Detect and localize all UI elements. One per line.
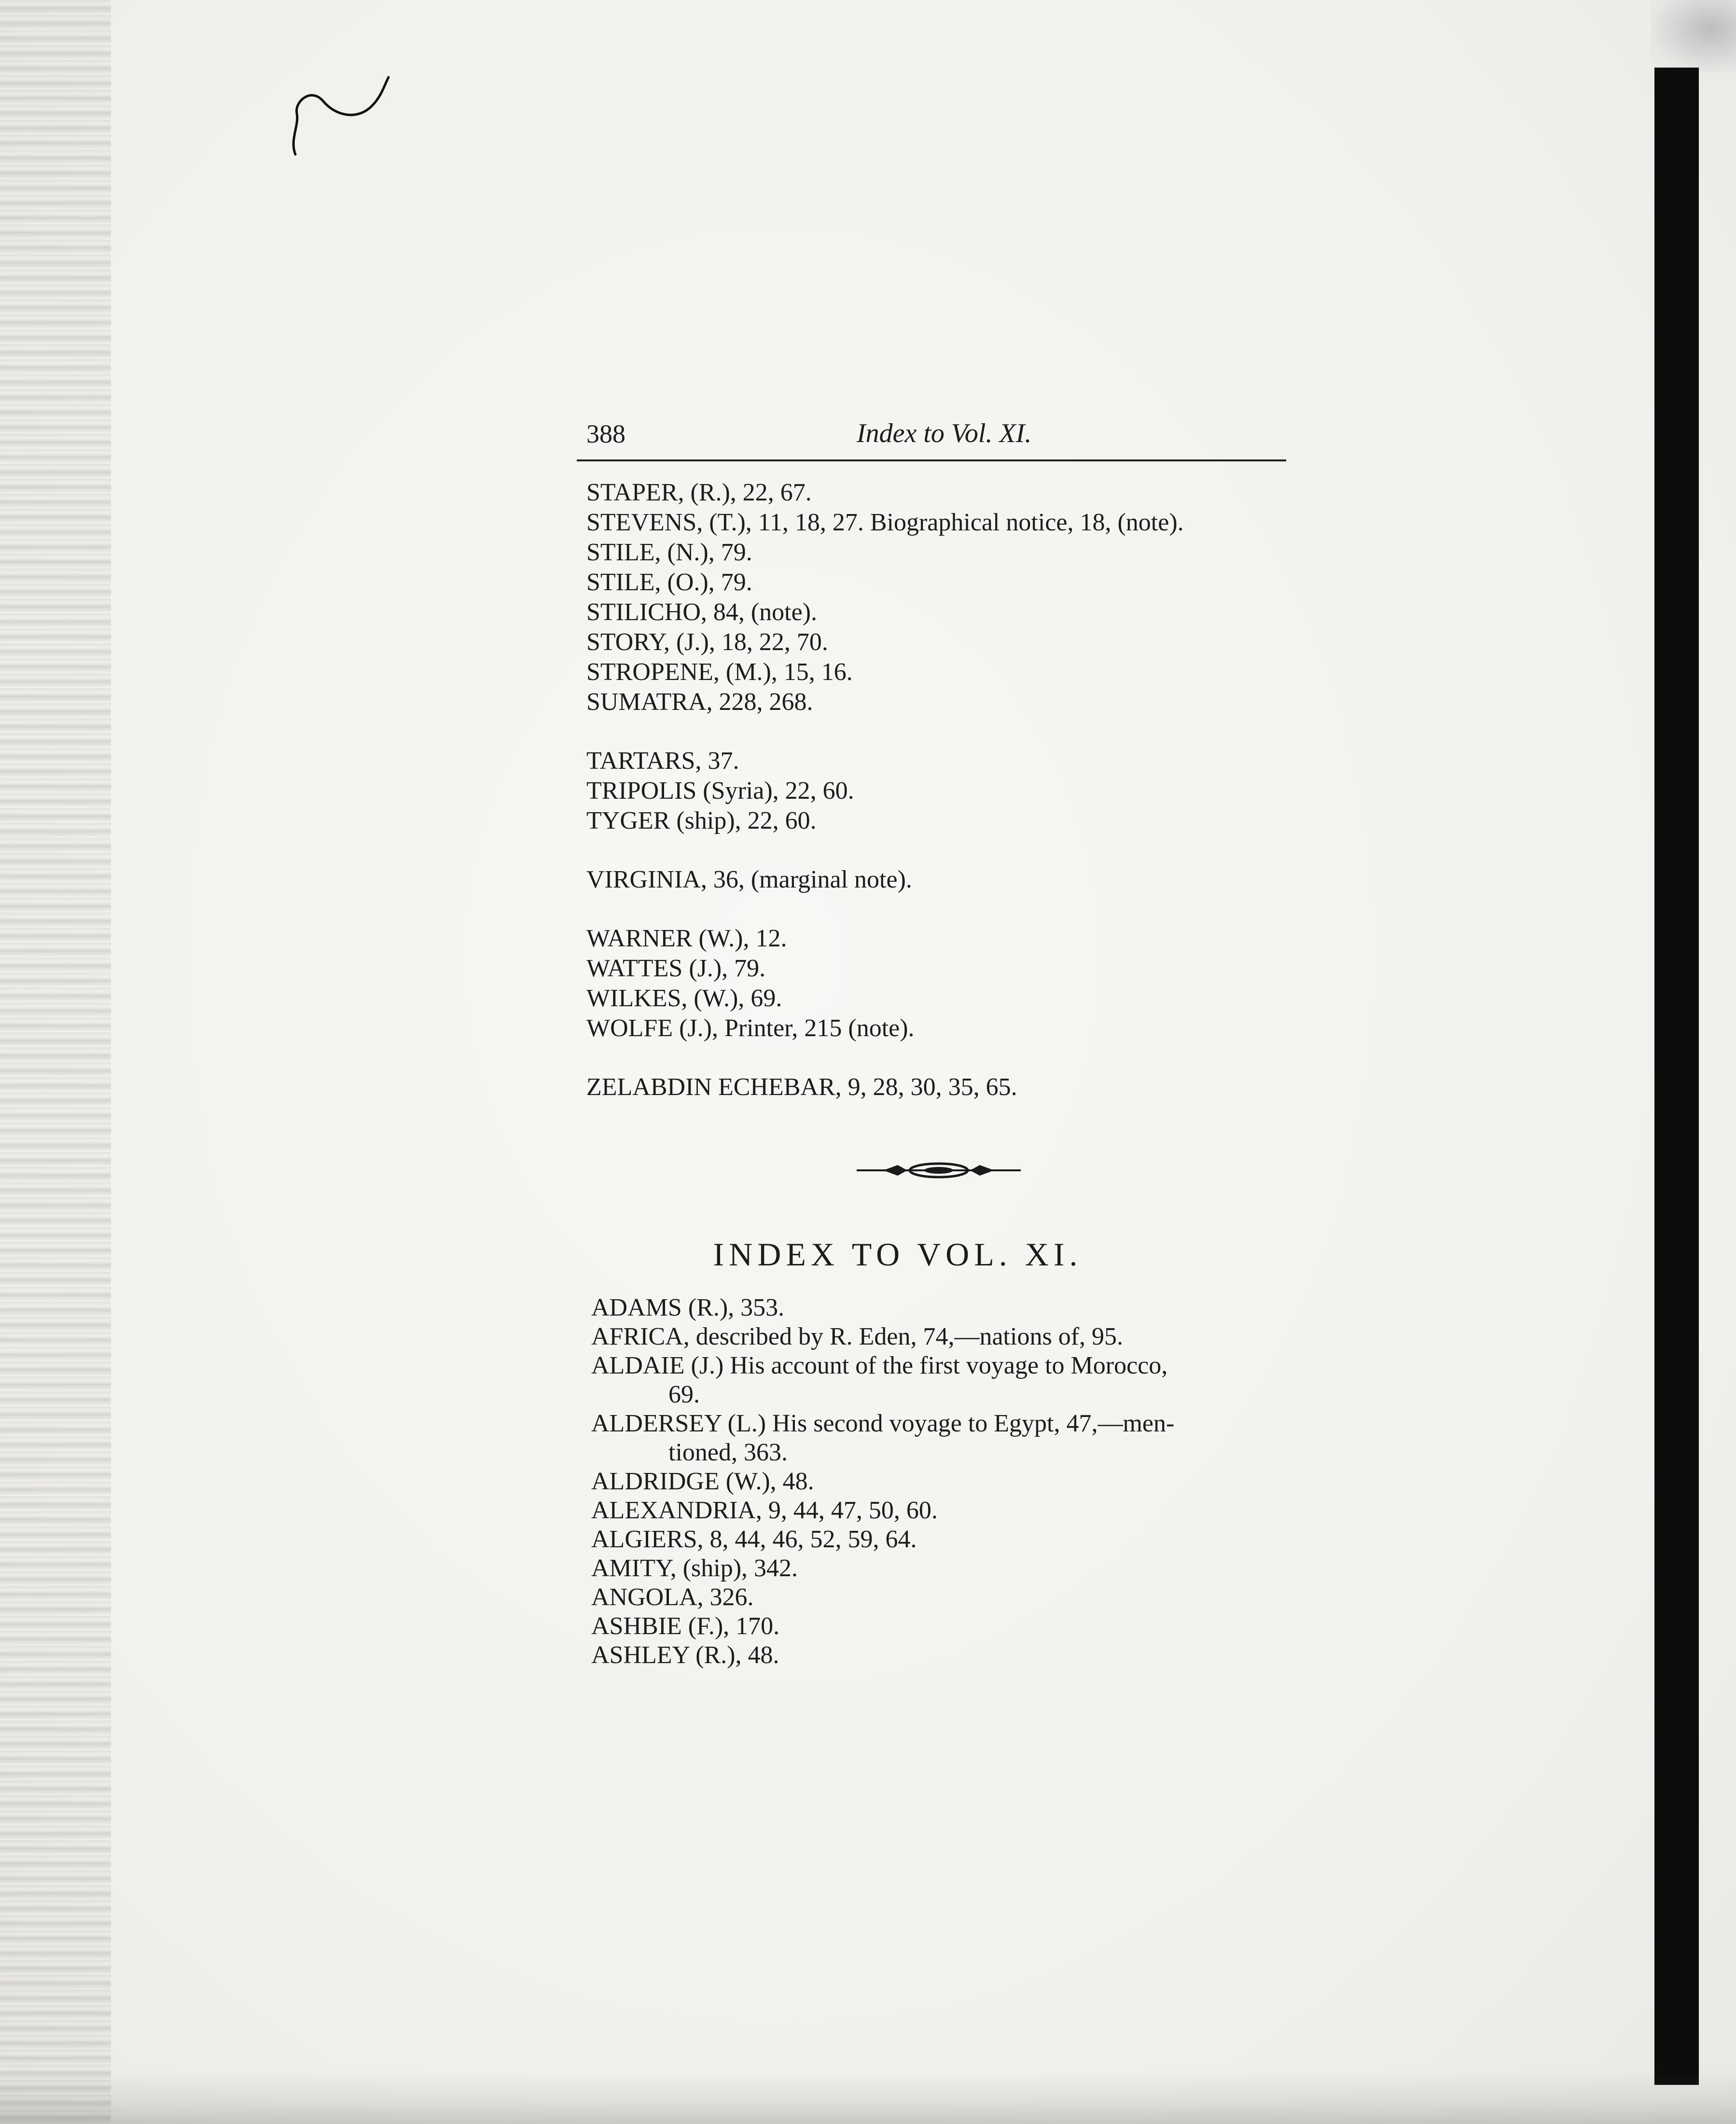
index-entry: ALDRIDGE (W.), 48. xyxy=(591,1468,814,1495)
index-entry: WARNER (W.), 12. xyxy=(586,925,787,952)
index-entry: TYGER (ship), 22, 60. xyxy=(586,807,817,834)
index-entry: STILE, (N.), 79. xyxy=(586,539,752,566)
index-entry: STILICHO, 84, (note). xyxy=(586,598,818,626)
index-entry: TARTARS, 37. xyxy=(586,747,739,775)
pen-scribble-mark xyxy=(285,68,410,164)
page-number: 388 xyxy=(586,419,625,448)
index-entry-continuation: 69. xyxy=(668,1381,700,1408)
letter-group-gap xyxy=(586,836,1310,865)
book-binding-strip xyxy=(1654,68,1699,2085)
index-entry: ALGIERS, 8, 44, 46, 52, 59, 64. xyxy=(591,1526,917,1553)
index-entry: AFRICA, described by R. Eden, 74,—nations of, 95. xyxy=(591,1323,1124,1350)
index-entry: ALDAIE (J.) His account of the first voyage to Morocco, xyxy=(591,1352,1168,1379)
left-page-edge-shadow xyxy=(0,0,111,2124)
index-entry: WOLFE (J.), Printer, 215 (note). xyxy=(586,1014,915,1042)
index-entry: STAPER, (R.), 22, 67. xyxy=(586,479,812,506)
index-entry: STILE, (O.), 79. xyxy=(586,569,752,596)
index-entry: ALEXANDRIA, 9, 44, 47, 50, 60. xyxy=(591,1497,938,1524)
index-entry: ASHBIE (F.), 170. xyxy=(591,1612,780,1640)
bottom-page-edge-shadow xyxy=(0,2070,1736,2124)
letter-group-gap xyxy=(586,895,1310,924)
index-entry: ALDERSEY (L.) His second voyage to Egypt, 47,—men- xyxy=(591,1410,1175,1437)
index-entry: STROPENE, (M.), 15, 16. xyxy=(586,658,853,686)
index-entry: ADAMS (R.), 353. xyxy=(591,1294,785,1321)
index-entry: ASHLEY (R.), 48. xyxy=(591,1641,779,1669)
index-entry: ZELABDIN ECHEBAR, 9, 28, 30, 35, 65. xyxy=(586,1073,1017,1101)
decorative-divider-ornament xyxy=(854,1158,1023,1182)
index-entry: AMITY, (ship), 342. xyxy=(591,1555,798,1582)
index-entries-new-section xyxy=(591,1293,1315,1670)
letter-group-gap xyxy=(586,1043,1310,1072)
header-rule xyxy=(577,459,1286,461)
running-title: Index to Vol. XI. xyxy=(857,418,1032,448)
index-entries-continued xyxy=(586,478,1310,1102)
index-entry: STEVENS, (T.), 11, 18, 27. Biographical notice, 18, (note). xyxy=(586,509,1184,536)
index-entry: TRIPOLIS (Syria), 22, 60. xyxy=(586,777,854,805)
index-entry: SUMATRA, 228, 268. xyxy=(586,688,813,716)
letter-group-gap xyxy=(586,717,1310,746)
index-entry: ANGOLA, 326. xyxy=(591,1583,754,1611)
index-entry: VIRGINIA, 36, (marginal note). xyxy=(586,866,912,893)
index-entry: STORY, (J.), 18, 22, 70. xyxy=(586,628,828,656)
binding-corner xyxy=(1651,0,1736,72)
index-entry-continuation: tioned, 363. xyxy=(668,1439,788,1466)
index-entry: WILKES, (W.), 69. xyxy=(586,985,782,1012)
section-title: INDEX TO VOL. XI. xyxy=(713,1236,1083,1273)
index-entry: WATTES (J.), 79. xyxy=(586,955,766,982)
page-header xyxy=(577,415,1286,458)
